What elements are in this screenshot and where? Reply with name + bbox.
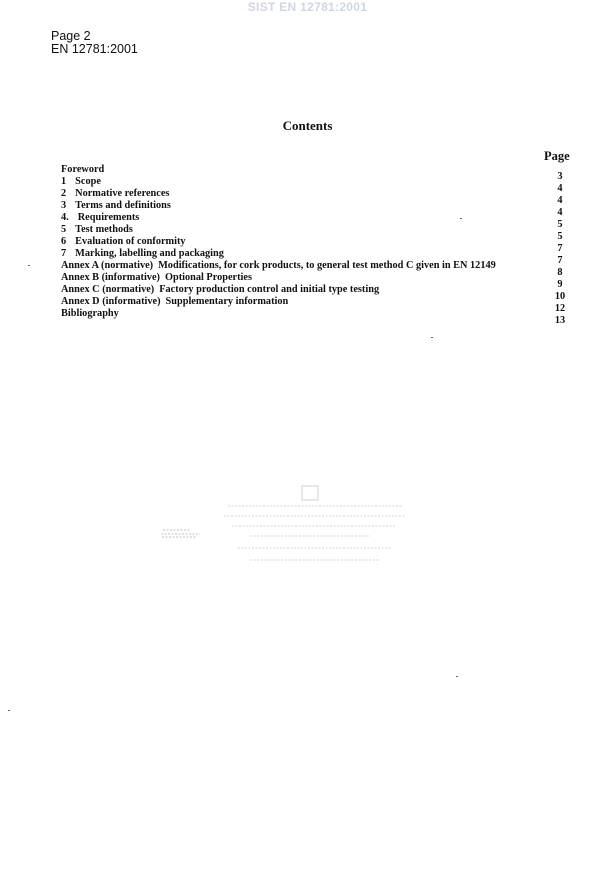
contents-title: Contents [282,118,333,133]
toc-page-number: 10 [554,291,566,302]
toc-list [61,164,531,320]
toc-page-number: 5 [557,219,563,230]
toc-page-numbers [548,171,572,327]
toc-entry-title: Scope [75,176,101,187]
toc-page-number: 5 [557,231,563,242]
toc-entry [61,248,531,260]
toc-entry-number: Annex C (normative) [61,284,155,295]
toc-page-number: 13 [554,315,566,326]
toc-page-number: 4 [557,207,563,218]
toc-entry [61,272,531,284]
page-column-heading: Page [544,149,570,163]
toc-page-number: 7 [557,255,563,266]
scan-speck [8,710,10,711]
toc-entry [61,236,531,248]
scan-speck [28,265,30,266]
toc-entry-number: Annex A (normative) [61,260,154,271]
toc-entry-title: Normative references [75,188,170,199]
toc-entry [61,224,531,236]
toc-entry-title: Terms and definitions [75,200,171,211]
toc-entry-title: Factory production control and initial type testing [159,284,380,295]
watermark: SIST EN 12781:2001 [247,0,368,14]
toc-entry-number: 1 [61,176,67,187]
scan-speck [460,218,462,219]
toc-entry-title: Test methods [75,224,133,235]
page-header [51,30,138,56]
toc-entry-number: 3 [61,200,67,211]
toc-entry-title: Modifications, for cork products, to general test method C given in EN 12149 [158,260,496,271]
toc-entry [61,164,531,176]
toc-entry-number: 6 [61,236,67,247]
toc-entry-title: Optional Properties [164,272,252,283]
toc-entry-title: Requirements [77,212,140,223]
toc-page-number: 8 [557,267,563,278]
toc-entry-title: Evaluation of conformity [75,236,186,247]
scan-speck [456,676,458,677]
toc-entry-number: 5 [61,224,67,235]
toc-page-number: 7 [557,243,563,254]
toc-entry [61,200,531,212]
faded-stamp [220,484,410,584]
toc-page-number: 9 [557,279,563,290]
toc-page-number: 12 [554,303,566,314]
toc-entry-title: Supplementary information [165,296,289,307]
toc-entry-title: Bibliography [61,308,119,319]
toc-entry [61,296,531,308]
toc-entry-number: 2 [61,188,67,199]
toc-entry-number: Annex D (informative) [61,296,161,307]
toc-entry [61,284,531,296]
toc-entry-number: 4. [61,212,69,223]
toc-entry [61,260,531,272]
toc-entry-title: Marking, labelling and packaging [75,248,224,259]
toc-entry [61,176,531,188]
toc-entry-number: Annex B (informative) [61,272,160,283]
toc-entry [61,188,531,200]
toc-entry [61,308,531,320]
toc-page-number: 4 [557,183,563,194]
toc-page-number: 4 [557,195,563,206]
faded-stamp-mark [160,526,204,540]
scan-speck [431,337,433,338]
standard-number: EN 12781:2001 [51,42,138,56]
toc-entry-title: Foreword [61,164,105,175]
toc-page-number: 3 [557,171,563,182]
toc-entry-number: 7 [61,248,67,259]
page-number: Page 2 [51,29,91,43]
